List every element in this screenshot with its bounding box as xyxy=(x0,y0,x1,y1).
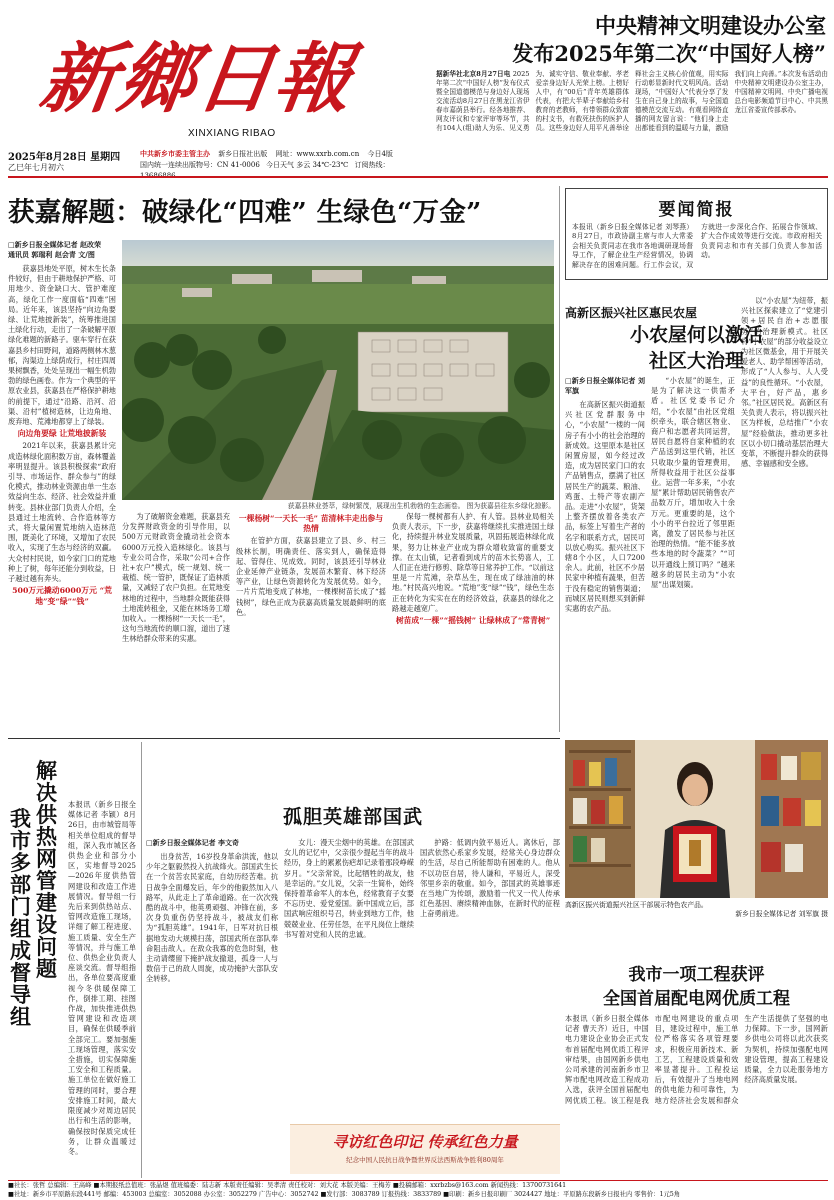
lead-col1-text: 获嘉县地处平原，树木生长条件较好，但由于耕地保护严格、可用地少、资金缺口大、管护难度高，绿化工作一度面临“四难”困局。近年来，该县坚持“向边角要绿、让荒地披新装”，统筹推进国土绿化行动，走出了一条破解平原绿化难题的新路子。驱车穿行在获嘉县乡村田野间，道路两侧林木葱郁，沟渠边上绿荫成行，村庄四周果树飘香，处处呈现出一幅生机勃勃的绿色画卷。作为一个典型的平原农业县，获嘉县在严格保护耕地的前提下，通过“沿路、沿河、沿渠、沿村”植树造林，让边角地、废弃地、荒滩地都穿上了绿装。 xyxy=(8,264,116,427)
footer-line-1: ■社长：张哲 总编辑：王高峰 ■本期报纸总值班：张晶煜 值班编委：陆志新 本版责任编辑：吴孝清 责任校对：刘大花 本版美编：王梅芳 ■投稿邮箱：xxrbzbs@163.com 新闻热线：13700731641 xyxy=(8,1182,567,1189)
masthead xyxy=(0,0,834,178)
hero-col2-text: 女儿：漫天尘烟中的英雄。在部国武女儿的记忆中，父亲很少提起当年的战斗经历，身上的累累伤疤却记录着那段峥嵘岁月。“父亲常说，比起牺牲的战友，他是幸运的。”女儿说，父亲一生简朴，始终保持着革命军人的本色，经常教育子女要不忘历史、爱党爱国。新中国成立后，部国武响应组织号召，转业到地方工作，他兢兢业业、任劳任怨，在平凡岗位上继续书写着对党和人民的忠诚。 xyxy=(284,838,414,939)
lead-col3-text: 为了破解资金难题，获嘉县充分发挥财政资金的引导作用，以500万元财政资金撬动社会资本6000万元投入造林绿化。该县与专业公司合作，采取“公司+合作社+农户”模式，统一规划、统一栽植、统一管护，既保证了造林质量，又减轻了农户负担。在荒地变林地的过程中，当地群众既能获得土地流转租金，又能在林场务工增加收入。一棵杨树“一天长一毛”，这句当地流传的顺口溜，道出了速生林给群众带来的实惠。 xyxy=(122,512,230,644)
briefs-title: 要闻简报 xyxy=(658,200,735,220)
heating-title-char: 成 xyxy=(10,938,31,963)
cn-number: 国内统一连续出版物号：CN 41-0006 xyxy=(140,161,260,169)
lead-col4-text: 在管护方面，获嘉县建立了县、乡、村三级林长制，明确责任、落实到人，确保造得起、管得住、见成效。同时，该县还引导林业企业延伸产业链条，发展苗木繁育、林下经济等产业，让绿色资源转化为发展优势。如今，一片片荒地变成了林地，一棵棵树苗长成了“摇钱树”，绿色正成为获嘉高质量发展最鲜明的底色。 xyxy=(236,536,386,617)
website: 网址：www.xxrb.com.cn xyxy=(275,150,360,158)
village-photo-caption: 高新区振兴街道振兴社区干部展示特色农产品。 xyxy=(565,901,708,909)
lead-subhead-1: 向边角要绿 让荒地披新装 xyxy=(17,429,107,439)
heating-title-char: 建 xyxy=(36,890,57,915)
heating-title-char: 部 xyxy=(10,872,31,897)
heating-title-left xyxy=(10,808,36,1028)
village-col1-text: 在高新区振兴街道振兴社区党群服务中心，“小农屋”一楼的一间房子有小小的社会治理的新成效。这里原本是社区闲置房屋，如今经过改造，成为居民家门口的农产品销售点，摆满了社区居民生产的蔬菜、粮油、鸡蛋、土特产等农副产品。走进“小农屋”，货架上整齐摆放着各类农产品，标签上写着生产者的名字和联系方式，居民可以放心购买。振兴社区下辖8个小区，人口7200余人。此前，社区不少居民家中种植有蔬果，但苦于没有稳定的销售渠道；而城区居民则想买到新鲜实惠的农产品。 xyxy=(565,400,645,614)
heating-title-char: 题 xyxy=(36,956,57,981)
heating-title-char: 决 xyxy=(36,780,57,805)
hero-headline: 孤胆英雄部国武 xyxy=(282,806,423,828)
lead-byline-2: 通讯员 郭瑞利 赵会青 文/图 xyxy=(8,250,95,259)
newspaper-logo: 新鄉日報 xyxy=(34,34,360,123)
masthead-rule xyxy=(8,176,828,178)
village-col3-text: 以“小农屋”为纽带，振兴社区探索建立了“党建引领+居民自治+志愿服务”的治理新模式。社区将“小农屋”的部分收益设立为社区微基金，用于开展关爱老人、助学帮困等活动，形成了“人人参与、人人受益”的良性循环。“小农屋，大平台，好产品，惠乡邻。”社区居民说。高新区有关负责人表示，将以振兴社区为样板，总结推广“小农屋”经验做法，推动更多社区以小切口撬动基层治理大变革，不断提升群众的获得感、幸福感和安全感。 xyxy=(741,296,828,469)
column-divider xyxy=(559,186,560,732)
grid-headline: 全国首届配电网优质工程 xyxy=(603,989,790,1009)
lead-column-5 xyxy=(392,512,554,732)
heating-title-char: 我 xyxy=(10,806,31,831)
lead-subhead-3: 500万元撬动6000万元 “荒地”变“绿”“钱” xyxy=(12,586,112,606)
grid-kicker: 我市一项工程获评 xyxy=(628,965,765,985)
lead-col2-text: 2021年以来，获嘉县累计完成造林绿化面积数万亩，森林覆盖率明显提升。该县积极探索“政府引导、市场运作、群众参与”的绿化模式，推动林业资源由单一生态效益向生态、经济、社会效益并重转变。县林业部门负责人介绍，全县通过土地流转、合作造林等方式，将大量闲置荒地纳入造林范围，既美化了环境，又增加了农民收入，实现了生态与经济的双赢。大众村村民说，如今家门口的荒地种上了树，每年还能分到收益，日子越过越有奔头。 xyxy=(8,441,116,584)
lead-photo-image xyxy=(122,240,554,500)
heating-title-char: 热 xyxy=(36,824,57,849)
hero-column-1 xyxy=(146,838,278,1120)
heating-title-right xyxy=(36,760,62,980)
top-story-title-1: 中央精神文明建设办公室 xyxy=(595,13,826,38)
lunar-date: 乙巳年七月初六 xyxy=(8,163,64,172)
heating-title-char: 网 xyxy=(36,846,57,871)
village-column-1 xyxy=(565,376,645,736)
lead-col5-text: 保每一棵树都有人护、有人管。县林业局相关负责人表示，下一步，获嘉将继续扎实推进国土绿化，持续提升林业发展质量，巩固拓展造林绿化成果，努力让林业产业成为群众增收致富的重要支撑。在太山镇，记者看到成片的苗木长势喜人，工人们正在进行修剪、除草等日常养护工作。“以前这里是一片荒滩，杂草丛生，现在成了绿油油的林地。”村民高兴地说。“荒地”变“绿”“钱”，绿色生态正在转化为实实在在的经济效益，获嘉县的绿化之路越走越宽广。 xyxy=(392,512,554,613)
lead-column-4 xyxy=(236,512,386,732)
top-story-text: 2025年第二次“中国好人榜”发布仪式暨全国道德模范与身边好人现场交流活动8月27日在黑龙江省伊春市嘉荫县举行。经各地推荐、网友评议和专家评审等环节，共有104人(组)助人为乐、见义勇为、诚实守信、敬业奉献、孝老爱亲身边好人光荣上榜。上榜好人中，有“00后”青年英雄群体代表，有把大半辈子奉献给乡村教育的老教师，有带领群众致富的村支书，有救死扶伤的医护人员。这些身边好人用平凡善举诠释社会主义核心价值观，用实际行动彰显新时代文明风尚。活动现场，“中国好人”代表分享了发生在自己身上的故事，与全国道德模范交流互动。有观看网络直播的网友留言说：“他们身上走出都能看到的温暖与力量，激励我们向上向善。”本次发布活动由中央精神文明建设办公室主办，中国精神文明网、中央广播电视总台电影频道节目中心、中共黑龙江省委宣传部承办。 xyxy=(436,70,828,132)
hero-col1-text: 出身贫苦，16岁投身革命洪流，他以少年之躯毅然投入抗战烽火。部国武生长在一个贫苦农民家庭，自幼历经苦难。抗日战争全面爆发后，年少的他毅然加入八路军，从此走上了革命道路。在一次次残酷的战斗中，他英勇顽强、冲锋在前，多次身负重伤仍坚持战斗，被战友们称为“孤胆英雄”。1941年，日军对抗日根据地发动大规模扫荡，部国武所在部队奉命阻击敌人。在敌众我寡的危急时刻，他主动请缨留下掩护战友撤退，孤身一人与数倍于己的敌人周旋，成功掩护大部队安全转移。 xyxy=(146,852,278,984)
grid-body: 本报讯（新乡日报全媒体记者 曹天齐）近日，中国电力建设企业协会正式发布首届配电网优质工程评审结果，由国网新乡供电公司承建的河南新乡市卫辉市配电网改造工程成功入选，获评全国首届配电网优质工程。该工程是我市配电网建设的重点项目，建设过程中，施工单位严格落实各项管理要求，积极应用新技术、新工艺，工程建设质量和效率显著提升。工程投运后，有效提升了当地电网的供电能力和可靠性，为地方经济社会发展和群众生产生活提供了坚强的电力保障。下一步，国网新乡供电公司将以此次获奖为契机，持续加强配电网建设管理，提高工程建设质量，全力以赴服务地方经济高质量发展。 xyxy=(565,1014,828,1105)
issue-date: 2025年8月28日 星期四 xyxy=(8,152,121,163)
heating-title-char: 组 xyxy=(10,1004,31,1029)
heating-divider xyxy=(141,742,142,1178)
logo-pinyin-left: XINXIANG xyxy=(188,128,240,139)
party-org: 中共新乡市委主管主办 xyxy=(140,149,210,158)
heating-title-char: 供 xyxy=(36,802,57,827)
hero-banner-sub: 纪念中国人民抗日战争暨世界反法西斯战争胜利80周年 xyxy=(346,1156,504,1164)
lead-column-3 xyxy=(122,512,230,732)
top-story-title-2: 发布2025年第二次“中国好人榜” xyxy=(512,41,826,66)
village-photo-credit: 新乡日报全媒体记者 刘军旗 摄 xyxy=(735,910,828,918)
lead-subhead-2: 一棵杨树“一天长一毛” 苗清林丰走出参与热情 xyxy=(238,514,384,534)
hero-column-2 xyxy=(284,838,414,1120)
lead-photo-caption: 获嘉县林业荟萃，绿树繁茂，展现出生机勃勃的生态画卷。 图为获嘉县往东乡绿化掠影。 xyxy=(287,502,555,510)
lead-headline: 获嘉解题：破绿化“四难” 生绿色“万金” xyxy=(8,197,482,228)
village-column-3 xyxy=(741,296,828,736)
heating-title-char: 门 xyxy=(10,894,31,919)
heating-title-char: 问 xyxy=(36,934,57,959)
lead-photo xyxy=(122,240,554,500)
heating-title-char: 设 xyxy=(36,912,57,937)
hero-banner xyxy=(290,1124,560,1174)
village-photo xyxy=(565,740,828,898)
heating-title-char: 导 xyxy=(10,982,31,1007)
section-rule-middle xyxy=(8,738,560,739)
footer-line-2: ■社址：新乡市平原路东段441号 邮编：453003 总编室：3052088 办公室：3052279 广告中心：3052742 ■发行部：3083789 订报热线：3833789 ■印刷：新乡日报印刷厂 3024427 地址：平原路东段新乡日报社内 零售价：1元5角 xyxy=(8,1191,681,1198)
logo-pinyin-right: RIBAO xyxy=(242,128,276,139)
village-column-2 xyxy=(651,376,735,736)
top-story-body xyxy=(436,70,828,150)
briefs-section xyxy=(565,188,828,280)
top-story-byline: 据新华社北京8月27日电 xyxy=(436,70,511,78)
hero-banner-main: 寻访红色印记 传承红色力量 xyxy=(332,1133,518,1151)
heating-title-char: 督 xyxy=(10,960,31,985)
heating-title-char: 组 xyxy=(10,916,31,941)
lead-subhead-4: 树苗成“一棵”“摇钱树” 让绿林成了“常青树” xyxy=(395,616,551,626)
heating-title-char: 管 xyxy=(36,868,57,893)
village-kicker: 高新区振兴社区惠民农屋 xyxy=(565,306,698,320)
hero-col3-text: 护路：低调内敛平易近人。离休后，部国武依然心系家乡发展，经常关心身边群众的生活，尽自己所能帮助有困难的人。他从不以功臣自居，待人谦和，平易近人，深受邻里乡亲的敬重。如今，部国武的英雄事迹在当地广为传颂，激励着一代又一代人传承红色基因、赓续精神血脉，在新时代的征程上奋勇前进。 xyxy=(420,838,560,919)
publisher: 新乡日报社出版 xyxy=(218,150,268,158)
today-pages: 今日4版 xyxy=(367,150,393,158)
village-headline-2: 社区大治理 xyxy=(648,350,744,372)
weather: 今日天气 多云 34℃-23℃ xyxy=(266,161,349,169)
hero-byline: □新乡日报全媒体记者 李文奇 xyxy=(146,838,240,847)
village-col2-text: “小农屋”的诞生，正是为了解决这一供需矛盾。社区党委书记介绍，“小农屋”由社区党组织牵头，联合辖区物业、商户和志愿者共同运营，居民自愿将自家种植的农产品送到这里代销，社区只收取少量的管理费用，所得收益用于社区公益事业。运营一年多来，“小农屋”累计帮助居民销售农产品数万斤，增加收入十余万元。更重要的是，这个小小的平台拉近了邻里距离，激发了居民参与社区治理的热情。“能不能多放些本地的时令蔬菜？”“可以开通线上预订吗？”越来越多的居民主动为“小农屋”出谋划策。 xyxy=(651,376,735,590)
heating-body: 本报讯（新乡日报全媒体记者 李颖）8月26日，由市城管局等相关单位组成的督导组，深入我市城区各供热企业和部分小区，实地督导2025—2026年度供热管网建设和改造工作进展情况。督导组一行先后来到供热站点、管网改造施工现场，详细了解工程进度、施工质量、安全生产等情况，并与施工单位、供热企业负责人座谈交流。督导组指出，各单位要高度重视今冬供暖保障工作，倒排工期、挂图作战，加快推进供热管网建设和改造项目，确保在供暖季前全部完工。要加强施工现场管理，落实安全措施，切实保障施工安全和工程质量。施工单位在做好施工管理的同时，要合理安排施工时间，最大限度减少对周边居民出行和生活的影响，确保按时保质完成任务，让群众温暖过冬。 xyxy=(68,800,136,1156)
briefs-body: 本报讯（新乡日报全媒体记者 刘琴燕）8月27日，市政协副主席与市人大常委会相关负责同志在我市各地调研现场督导工作，了解企业生产经营情况，协调解决存在的困难问题。行工作会议，双方就进一步深化合作、拓展合作领域、扩大合作成效等进行交流。市政府相关负责同志和市有关部门负责人参加活动。 xyxy=(572,223,822,269)
lead-byline-1: □新乡日报全媒体记者 赵改荣 xyxy=(8,240,102,249)
hero-column-3 xyxy=(420,838,560,1120)
subscribe-phone: 订阅热线： xyxy=(354,161,390,169)
heating-title-char: 解 xyxy=(36,758,57,783)
village-headline-1: 小农屋何以激活 xyxy=(629,324,763,346)
village-photo-image xyxy=(565,740,828,898)
heating-title-char: 市 xyxy=(10,828,31,853)
lead-column-1 xyxy=(8,240,116,732)
village-byline: □新乡日报全媒体记者 刘军旗 xyxy=(565,376,645,395)
heating-title-char: 多 xyxy=(10,850,31,875)
